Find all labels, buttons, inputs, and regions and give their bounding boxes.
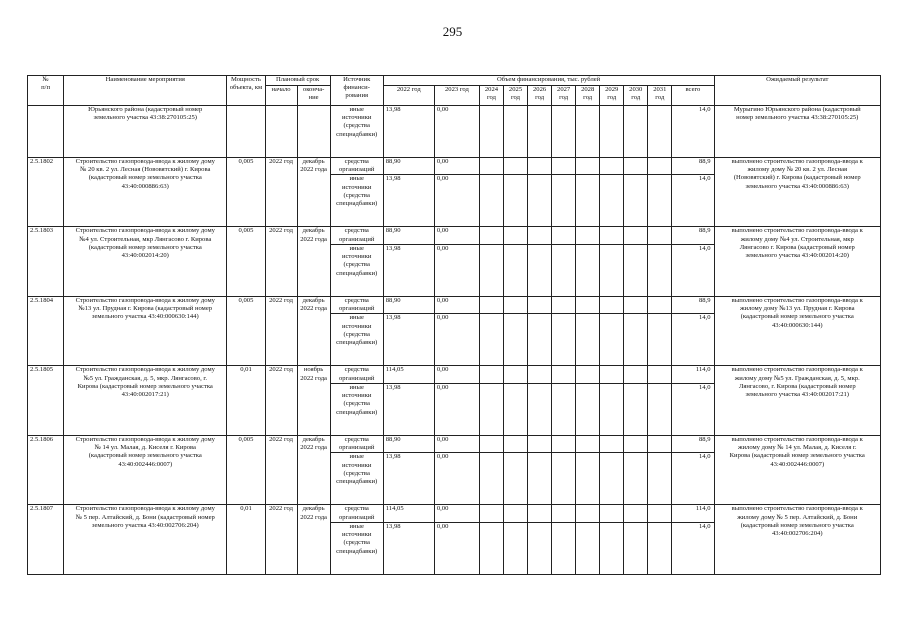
amount-empty bbox=[504, 106, 528, 158]
amount-empty bbox=[624, 366, 648, 383]
amount-empty bbox=[624, 522, 648, 574]
amount-empty bbox=[479, 366, 503, 383]
amount-empty bbox=[528, 435, 552, 452]
amount-empty bbox=[504, 244, 528, 296]
amount-empty bbox=[648, 227, 672, 244]
amount-2023: 0,00 bbox=[434, 435, 479, 452]
amount-empty bbox=[576, 227, 600, 244]
expected-result: выполнено строительство газопровода-ввода к жилому дому № 5 пер. Алтайский, д. Бони (кадастровый номер земельного участка 43:40:002706:204) bbox=[714, 505, 881, 574]
capacity-value: 0,005 bbox=[227, 158, 265, 227]
amount-total: 88,9 bbox=[672, 158, 714, 175]
amount-empty bbox=[479, 522, 503, 574]
table-row bbox=[28, 227, 881, 244]
start-term: 2022 год bbox=[265, 505, 297, 574]
amount-empty bbox=[528, 383, 552, 435]
amount-total: 14,0 bbox=[672, 314, 714, 366]
expected-result: Мурыгино Юрьянского района (кадастровый номер земельного участка 43:38:270105:25) bbox=[714, 106, 881, 158]
row-number: 2.5.1804 bbox=[28, 296, 64, 365]
start-term: 2022 год bbox=[265, 158, 297, 227]
page-number: 295 bbox=[442, 24, 463, 39]
amount-2023: 0,00 bbox=[434, 505, 479, 522]
amount-empty bbox=[600, 158, 624, 175]
capacity-value: 0,01 bbox=[227, 366, 265, 435]
amount-2022: 88,90 bbox=[383, 227, 434, 244]
amount-empty bbox=[528, 244, 552, 296]
amount-empty bbox=[624, 453, 648, 505]
header-result: Ожидаемый результат bbox=[714, 76, 881, 106]
amount-empty bbox=[504, 435, 528, 452]
amount-2022: 13,98 bbox=[383, 453, 434, 505]
header-year: 2029 год bbox=[600, 86, 624, 106]
amount-2022: 13,98 bbox=[383, 314, 434, 366]
amount-empty bbox=[624, 314, 648, 366]
funding-source: средства организаций bbox=[330, 158, 383, 175]
row-number: 2.5.1805 bbox=[28, 366, 64, 435]
start-term: 2022 год bbox=[265, 296, 297, 365]
financing-table bbox=[27, 75, 881, 575]
amount-empty bbox=[504, 175, 528, 227]
funding-source: иные источники (средства спецнадбавки) bbox=[330, 453, 383, 505]
amount-empty bbox=[552, 435, 576, 452]
header-year: 2027 год bbox=[552, 86, 576, 106]
amount-empty bbox=[600, 453, 624, 505]
amount-empty bbox=[504, 296, 528, 313]
event-name: Строительство газопровода-ввода к жилому дому №5 ул. Гражданская, д. 5, мкр. Лянгасово, г. Кирова (кадастровый номер земельного участка 43:40:002017:21) bbox=[64, 366, 227, 435]
header-year: 2030 год bbox=[624, 86, 648, 106]
header-financing: Объем финансирования, тыс. рублей bbox=[383, 76, 714, 86]
amount-empty bbox=[504, 505, 528, 522]
header-year: 2031 год bbox=[648, 86, 672, 106]
amount-total: 14,0 bbox=[672, 175, 714, 227]
header-year: 2024 год bbox=[479, 86, 503, 106]
amount-empty bbox=[479, 435, 503, 452]
amount-empty bbox=[648, 314, 672, 366]
amount-2022: 114,05 bbox=[383, 505, 434, 522]
row-number: 2.5.1802 bbox=[28, 158, 64, 227]
amount-empty bbox=[624, 175, 648, 227]
amount-empty bbox=[600, 505, 624, 522]
funding-source: иные источники (средства спецнадбавки) bbox=[330, 522, 383, 574]
amount-empty bbox=[624, 505, 648, 522]
end-term: декабрь 2022 года bbox=[297, 505, 330, 574]
amount-empty bbox=[648, 383, 672, 435]
amount-total: 14,0 bbox=[672, 453, 714, 505]
amount-empty bbox=[528, 158, 552, 175]
header-planned-term: Плановый срок bbox=[265, 76, 330, 86]
amount-empty bbox=[504, 453, 528, 505]
amount-2023: 0,00 bbox=[434, 244, 479, 296]
amount-empty bbox=[552, 505, 576, 522]
amount-total: 114,0 bbox=[672, 366, 714, 383]
header-name: Наименование мероприятия bbox=[64, 76, 227, 106]
amount-empty bbox=[648, 244, 672, 296]
amount-total: 14,0 bbox=[672, 244, 714, 296]
amount-empty bbox=[479, 158, 503, 175]
amount-empty bbox=[648, 505, 672, 522]
amount-empty bbox=[624, 296, 648, 313]
amount-empty bbox=[600, 383, 624, 435]
amount-2023: 0,00 bbox=[434, 106, 479, 158]
amount-empty bbox=[648, 158, 672, 175]
event-name: Строительство газопровода-ввода к жилому дому №13 ул. Прудная г. Кирова (кадастровый номер земельного участка 43:40:000630:144) bbox=[64, 296, 227, 365]
table-row bbox=[28, 505, 881, 522]
amount-empty bbox=[479, 314, 503, 366]
amount-total: 114,0 bbox=[672, 505, 714, 522]
amount-empty bbox=[576, 453, 600, 505]
amount-2023: 0,00 bbox=[434, 522, 479, 574]
expected-result: выполнено строительство газопровода-ввода к жилому дому № 14 ул. Малая, д. Киселя г. Кирова (кадастровый номер земельного участка 43:40:002446:0007) bbox=[714, 435, 881, 504]
amount-2023: 0,00 bbox=[434, 175, 479, 227]
amount-empty bbox=[479, 227, 503, 244]
amount-empty bbox=[600, 227, 624, 244]
amount-empty bbox=[576, 175, 600, 227]
amount-empty bbox=[528, 314, 552, 366]
amount-empty bbox=[552, 227, 576, 244]
event-name: Строительство газопровода-ввода к жилому дому №4 ул. Строительная, мкр Лянгасово г. Кирова (кадастровый номер земельного участка 43:40:002014:20) bbox=[64, 227, 227, 296]
amount-2022: 88,90 bbox=[383, 296, 434, 313]
amount-empty bbox=[600, 244, 624, 296]
event-name: Строительство газопровода-ввода к жилому дому № 14 ул. Малая, д. Киселя г. Кирова (кадастровый номер земельного участка 43:40:002446:0007) bbox=[64, 435, 227, 504]
end-term: декабрь 2022 года bbox=[297, 435, 330, 504]
amount-empty bbox=[528, 522, 552, 574]
amount-empty bbox=[648, 366, 672, 383]
amount-2022: 13,98 bbox=[383, 522, 434, 574]
amount-empty bbox=[479, 244, 503, 296]
start-term bbox=[265, 106, 297, 158]
amount-empty bbox=[648, 175, 672, 227]
amount-empty bbox=[504, 383, 528, 435]
amount-empty bbox=[576, 296, 600, 313]
amount-2022: 13,98 bbox=[383, 244, 434, 296]
header-start: начало bbox=[265, 86, 297, 106]
amount-empty bbox=[600, 522, 624, 574]
amount-empty bbox=[648, 435, 672, 452]
amount-empty bbox=[479, 106, 503, 158]
amount-empty bbox=[479, 383, 503, 435]
amount-empty bbox=[479, 505, 503, 522]
header-source: Источник финанси- рования bbox=[330, 76, 383, 106]
amount-empty bbox=[479, 175, 503, 227]
amount-total: 14,0 bbox=[672, 383, 714, 435]
amount-2023: 0,00 bbox=[434, 366, 479, 383]
amount-2022: 88,90 bbox=[383, 158, 434, 175]
header-year: 2025 год bbox=[504, 86, 528, 106]
expected-result: выполнено строительство газопровода-ввода к жилому дому № 20 кв. 2 ул. Лесная (Нововятский) г. Кирова (кадастровый номер земельного участка 43:40:000886:63) bbox=[714, 158, 881, 227]
amount-empty bbox=[576, 383, 600, 435]
header-end: оконча- ние bbox=[297, 86, 330, 106]
amount-empty bbox=[528, 505, 552, 522]
funding-source: средства организаций bbox=[330, 296, 383, 313]
amount-2022: 13,98 bbox=[383, 106, 434, 158]
funding-source: средства организаций bbox=[330, 505, 383, 522]
amount-empty bbox=[504, 314, 528, 366]
amount-empty bbox=[528, 296, 552, 313]
capacity-value: 0,005 bbox=[227, 296, 265, 365]
amount-empty bbox=[528, 366, 552, 383]
header-capacity: Мощность объекта, км bbox=[227, 76, 265, 106]
amount-empty bbox=[576, 244, 600, 296]
amount-empty bbox=[552, 383, 576, 435]
start-term: 2022 год bbox=[265, 227, 297, 296]
amount-empty bbox=[504, 366, 528, 383]
header-year: 2023 год bbox=[434, 86, 479, 106]
amount-empty bbox=[552, 106, 576, 158]
amount-2023: 0,00 bbox=[434, 453, 479, 505]
amount-empty bbox=[624, 435, 648, 452]
amount-empty bbox=[528, 453, 552, 505]
event-name: Строительство газопровода-ввода к жилому дому № 5 пер. Алтайский, д. Бони (кадастровый номер земельного участка 43:40:002706:204) bbox=[64, 505, 227, 574]
event-name: Строительство газопровода-ввода к жилому дому № 20 кв. 2 ул. Лесная (Нововятский) г. Кирова (кадастровый номер земельного участка 43:40:000886:63) bbox=[64, 158, 227, 227]
amount-empty bbox=[552, 366, 576, 383]
funding-source: иные источники (средства спецнадбавки) bbox=[330, 314, 383, 366]
amount-2023: 0,00 bbox=[434, 227, 479, 244]
capacity-value bbox=[227, 106, 265, 158]
amount-2022: 88,90 bbox=[383, 435, 434, 452]
funding-source: средства организаций bbox=[330, 435, 383, 452]
header-year: 2022 год bbox=[383, 86, 434, 106]
amount-empty bbox=[552, 522, 576, 574]
amount-2023: 0,00 bbox=[434, 296, 479, 313]
amount-total: 14,0 bbox=[672, 106, 714, 158]
amount-total: 14,0 bbox=[672, 522, 714, 574]
amount-empty bbox=[576, 366, 600, 383]
amount-empty bbox=[600, 175, 624, 227]
amount-empty bbox=[552, 453, 576, 505]
amount-empty bbox=[552, 314, 576, 366]
amount-empty bbox=[600, 296, 624, 313]
amount-empty bbox=[528, 175, 552, 227]
amount-2023: 0,00 bbox=[434, 314, 479, 366]
amount-empty bbox=[576, 158, 600, 175]
amount-empty bbox=[528, 227, 552, 244]
amount-empty bbox=[576, 314, 600, 366]
table-row bbox=[28, 366, 881, 383]
end-term: ноябрь 2022 года bbox=[297, 366, 330, 435]
table-row bbox=[28, 296, 881, 313]
amount-empty bbox=[648, 106, 672, 158]
row-number: 2.5.1803 bbox=[28, 227, 64, 296]
amount-empty bbox=[648, 296, 672, 313]
amount-empty bbox=[624, 227, 648, 244]
amount-empty bbox=[648, 453, 672, 505]
end-term: декабрь 2022 года bbox=[297, 227, 330, 296]
amount-empty bbox=[576, 522, 600, 574]
header-year: 2026 год bbox=[528, 86, 552, 106]
expected-result: выполнено строительство газопровода-ввода к жилому дому №13 ул. Прудная г. Кирова (кадастровый номер земельного участка 43:40:000630:144) bbox=[714, 296, 881, 365]
amount-total: 88,9 bbox=[672, 227, 714, 244]
header-row bbox=[28, 76, 881, 86]
capacity-value: 0,01 bbox=[227, 505, 265, 574]
amount-empty bbox=[552, 175, 576, 227]
end-term: декабрь 2022 года bbox=[297, 296, 330, 365]
amount-2022: 13,98 bbox=[383, 175, 434, 227]
amount-empty bbox=[504, 158, 528, 175]
amount-empty bbox=[624, 244, 648, 296]
funding-source: иные источники (средства спецнадбавки) bbox=[330, 244, 383, 296]
end-term bbox=[297, 106, 330, 158]
amount-total: 88,9 bbox=[672, 435, 714, 452]
amount-empty bbox=[552, 244, 576, 296]
start-term: 2022 год bbox=[265, 366, 297, 435]
table-row bbox=[28, 435, 881, 452]
row-number: 2.5.1806 bbox=[28, 435, 64, 504]
funding-source: средства организаций bbox=[330, 366, 383, 383]
amount-total: 88,9 bbox=[672, 296, 714, 313]
funding-source: иные источники (средства спецнадбавки) bbox=[330, 383, 383, 435]
start-term: 2022 год bbox=[265, 435, 297, 504]
amount-empty bbox=[479, 296, 503, 313]
amount-2022: 13,98 bbox=[383, 383, 434, 435]
event-name: Юрьянского района (кадастровый номер земельного участка 43:38:270105:25) bbox=[64, 106, 227, 158]
amount-2023: 0,00 bbox=[434, 158, 479, 175]
header-year: 2028 год bbox=[576, 86, 600, 106]
row-number: 2.5.1807 bbox=[28, 505, 64, 574]
capacity-value: 0,005 bbox=[227, 435, 265, 504]
amount-empty bbox=[552, 296, 576, 313]
end-term: декабрь 2022 года bbox=[297, 158, 330, 227]
amount-empty bbox=[479, 453, 503, 505]
amount-empty bbox=[600, 106, 624, 158]
amount-empty bbox=[624, 106, 648, 158]
amount-empty bbox=[600, 366, 624, 383]
table-row bbox=[28, 158, 881, 175]
header-total: всего bbox=[672, 86, 714, 106]
header-num: № п/п bbox=[28, 76, 64, 106]
amount-empty bbox=[576, 106, 600, 158]
table-row bbox=[28, 106, 881, 158]
amount-2023: 0,00 bbox=[434, 383, 479, 435]
amount-empty bbox=[624, 383, 648, 435]
funding-source: иные источники (средства спецнадбавки) bbox=[330, 175, 383, 227]
amount-empty bbox=[624, 158, 648, 175]
amount-empty bbox=[504, 227, 528, 244]
amount-empty bbox=[576, 505, 600, 522]
amount-empty bbox=[600, 314, 624, 366]
amount-2022: 114,05 bbox=[383, 366, 434, 383]
amount-empty bbox=[552, 158, 576, 175]
expected-result: выполнено строительство газопровода-ввода к жилому дому №4 ул. Строительная, мкр Лянгасово г. Кирова (кадастровый номер земельного участка 43:40:002014:20) bbox=[714, 227, 881, 296]
amount-empty bbox=[648, 522, 672, 574]
capacity-value: 0,005 bbox=[227, 227, 265, 296]
amount-empty bbox=[504, 522, 528, 574]
expected-result: выполнено строительство газопровода-ввода к жилому дому №5 ул. Гражданская, д. 5, мкр. Лянгасово, г. Кирова (кадастровый номер земельного участка 43:40:002017:21) bbox=[714, 366, 881, 435]
funding-source: иные источники (средства спецнадбавки) bbox=[330, 106, 383, 158]
row-number bbox=[28, 106, 64, 158]
amount-empty bbox=[600, 435, 624, 452]
amount-empty bbox=[576, 435, 600, 452]
amount-empty bbox=[528, 106, 552, 158]
funding-source: средства организаций bbox=[330, 227, 383, 244]
